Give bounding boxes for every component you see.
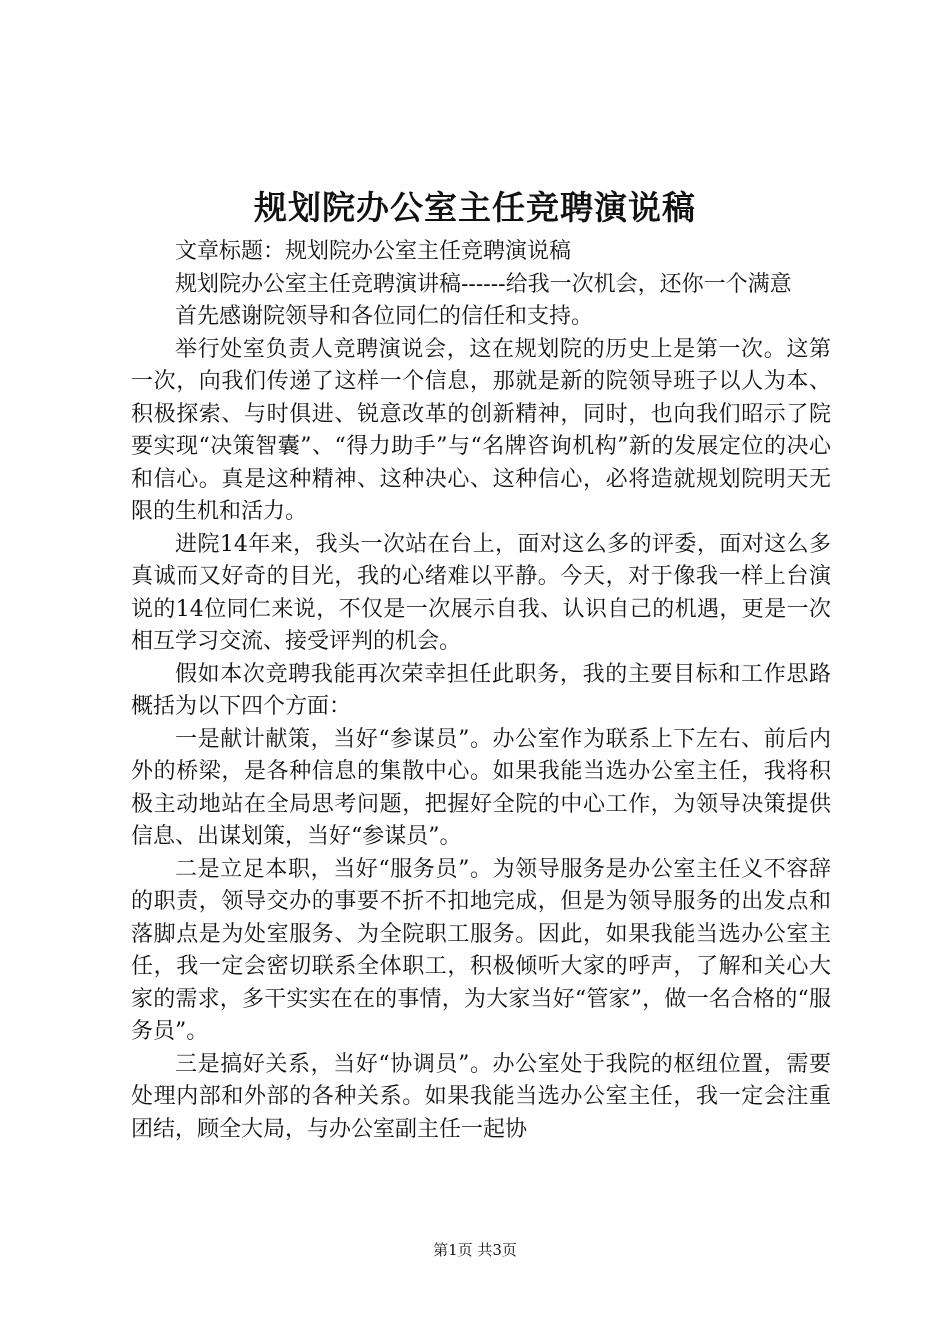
paragraph-intro: 举行处室负责人竞聘演说会，这在规划院的历史上是第一次。这第一次，向我们传递了这样一个信息，那就是新的院领导班子以人为本、积极探索、与时俱进、锐意改革的创新精神，同时，也向我们昭示了院要实现“决策智囊”、“得力助手”与“名牌咨询机构”新的发展定位的决心和信心。真是这种精神、这种决心、这种信心，必将造就规划院明天无限的生机和活力。 [131, 336, 831, 524]
page-footer: 第1页 共3页 [433, 1241, 517, 1259]
paragraph-point-one: 一是献计献策，当好“参谋员”。办公室作为联系上下左右、前后内外的桥梁，是各种信息的集散中心。如果我能当选办公室主任，我将积极主动地站在全局思考问题，把握好全院的中心工作，为领导决策提供信息、出谋划策，当好“参谋员”。 [131, 726, 831, 849]
paragraph-point-three: 三是搞好关系，当好“协调员”。办公室处于我院的枢纽位置，需要处理内部和外部的各种关系。如果我能当选办公室主任，我一定会注重团结，顾全大局，与办公室副主任一起协 [131, 1051, 831, 1142]
paragraph-article-title: 文章标题：规划院办公室主任竞聘演说稿 [175, 239, 572, 264]
paragraph-subtitle: 规划院办公室主任竞聘演讲稿------给我一次机会，还你一个满意 [175, 271, 792, 297]
paragraph-thanks: 首先感谢院领导和各位同仁的信任和支持。 [175, 304, 594, 329]
document-title: 规划院办公室主任竞聘演说稿 [254, 188, 696, 227]
paragraph-point-two: 二是立足本职，当好“服务员”。为领导服务是办公室主任义不容辞的职责，领导交办的事要不折不扣地完成，但是为领导服务的出发点和落脚点是为处室服务、为全院职工服务。因此，如果我能当选办公室主任，我一定会密切联系全体职工，积极倾听大家的呼声，了解和关心大家的需求，多干实实在在的事情，为大家当好“管家”，做一名合格的“服务员”。 [131, 856, 831, 1044]
paragraph-experience: 进院14年来，我头一次站在台上，面对这么多的评委，面对这么多真诚而又好奇的目光，我的心绪难以平静。今天，对于像我一样上台演说的14位同仁来说，不仅是一次展示自我、认识自己的机遇，更是一次相互学习交流、接受评判的机会。 [131, 531, 831, 654]
document-body [131, 236, 831, 1146]
paragraph-goals: 假如本次竞聘我能再次荣幸担任此职务，我的主要目标和工作思路概括为以下四个方面： [131, 661, 831, 719]
